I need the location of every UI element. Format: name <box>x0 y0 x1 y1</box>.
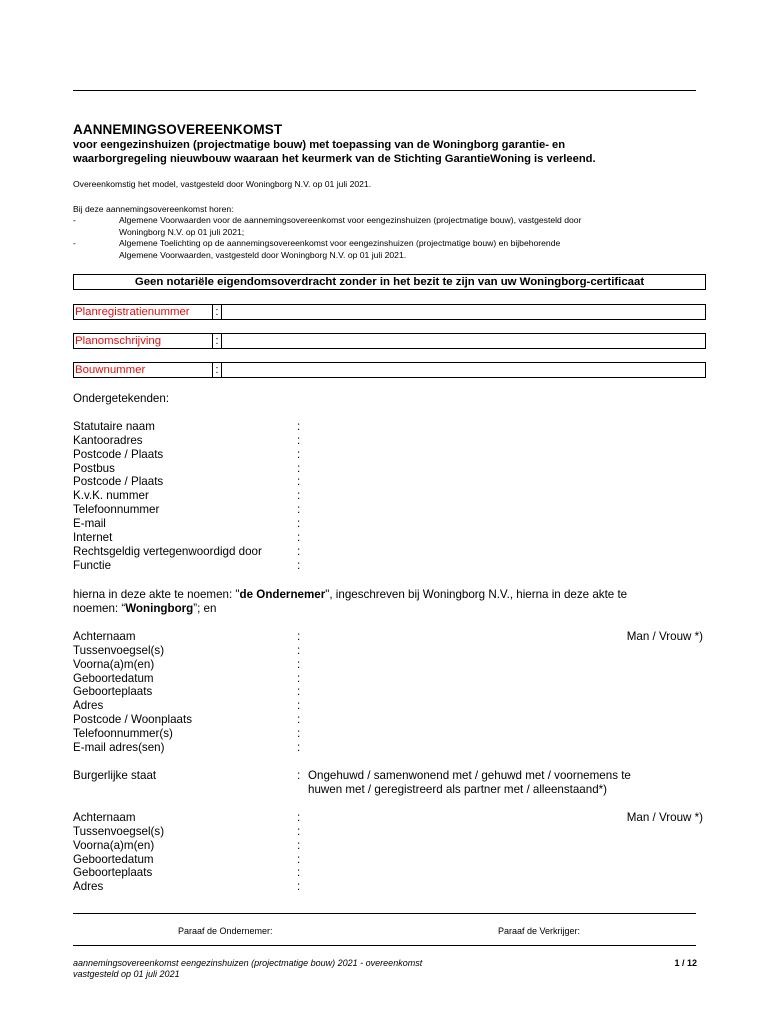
form-row[interactable] <box>73 811 703 825</box>
form-row[interactable] <box>73 462 703 476</box>
woningborg-term: Woningborg <box>125 602 194 615</box>
model-text: Overeenkomstig het model, vastgesteld door Woningborg N.V. op 01 juli 2021. <box>73 179 372 189</box>
field-colon: : <box>297 726 301 740</box>
footer-line: aannemingsovereenkomst eengezinshuizen (projectmatige bouw) 2021 - overeenkomst <box>73 958 423 968</box>
form-row[interactable] <box>73 685 703 699</box>
field-label: Tussenvoegsel(s) <box>73 824 165 838</box>
field-separator: : <box>212 334 222 348</box>
form-row[interactable] <box>73 672 703 686</box>
form-row[interactable] <box>73 713 703 727</box>
field-separator: : <box>212 363 222 377</box>
field-label: Tussenvoegsel(s) <box>73 643 165 657</box>
dash: - <box>73 238 76 248</box>
document-subtitle <box>73 138 703 166</box>
form-row[interactable] <box>73 658 703 672</box>
field-label: Voorna(a)m(en) <box>73 838 155 852</box>
field-label: Functie <box>73 558 112 572</box>
form-row[interactable] <box>73 644 703 658</box>
field-colon: : <box>297 420 301 433</box>
field-colon: : <box>297 824 301 838</box>
field-label: Geboorteplaats <box>73 866 153 880</box>
civil-status-options[interactable]: Ongehuwd / samenwonend met / gehuwd met / voornemens te huwen met / geregistreerd als partner met / alleenstaand*) <box>308 769 631 796</box>
field-label: Bouwnummer <box>75 364 146 376</box>
appendix-line: Woningborg N.V. op 01 juli 2021; <box>119 226 245 237</box>
field-label: Geboortedatum <box>73 852 154 866</box>
field-label: Rechtsgeldig vertegenwoordigd door <box>73 544 262 558</box>
form-row[interactable] <box>73 420 703 434</box>
form-row[interactable] <box>73 503 703 517</box>
form-row[interactable] <box>73 839 703 853</box>
field-colon: : <box>297 769 301 782</box>
paraaf-top-rule <box>73 913 696 914</box>
field-colon: : <box>297 558 301 572</box>
plan-registration-field[interactable] <box>73 304 706 320</box>
undersigned-heading: Ondergetekenden: <box>73 392 170 405</box>
field-label: Achternaam <box>73 630 136 643</box>
field-label: Geboorteplaats <box>73 685 153 699</box>
field-label: Internet <box>73 530 113 544</box>
field-label: Voorna(a)m(en) <box>73 657 155 671</box>
field-colon: : <box>297 852 301 866</box>
field-colon: : <box>297 516 301 530</box>
field-label: Geboortedatum <box>73 671 154 685</box>
paraaf-ondernemer: Paraaf de Ondernemer: <box>178 926 273 936</box>
field-colon: : <box>297 447 301 461</box>
field-colon: : <box>297 671 301 685</box>
field-colon: : <box>297 475 301 489</box>
paraaf-bottom-rule <box>73 945 696 946</box>
form-row[interactable] <box>73 853 703 867</box>
field-label: Planregistratienummer <box>75 306 190 318</box>
footer-line: vastgesteld op 01 juli 2021 <box>73 969 180 979</box>
form-row[interactable] <box>73 559 703 573</box>
field-colon: : <box>297 811 301 824</box>
field-label: Postcode / Plaats <box>73 475 164 489</box>
appendix-line: Algemene Voorwaarden, vastgesteld door Woningborg N.V. op 01 juli 2021. <box>119 249 407 260</box>
form-row[interactable] <box>73 545 703 559</box>
field-label: E-mail <box>73 516 106 530</box>
paraaf-verkrijger: Paraaf de Verkrijger: <box>498 926 581 936</box>
field-colon: : <box>297 657 301 671</box>
hereafter-paragraph: hierna in deze akte te noemen: "de Ondernemer", ingeschreven bij Woningborg N.V., hierna in deze akte te noemen: “Woningborg”; en <box>73 588 628 615</box>
ondernemer-term: de Ondernemer <box>239 588 326 601</box>
form-row[interactable] <box>73 630 703 644</box>
form-row[interactable] <box>73 825 703 839</box>
header-rule <box>73 90 696 91</box>
form-row[interactable] <box>73 517 703 531</box>
field-colon: : <box>297 685 301 699</box>
certificate-banner: Geen notariële eigendomsoverdracht zonder in het bezit te zijn van uw Woningborg-certificaat <box>73 274 706 290</box>
field-colon: : <box>297 433 301 447</box>
field-label: Kantooradres <box>73 433 143 447</box>
field-label: Planomschrijving <box>75 335 162 347</box>
form-row[interactable] <box>73 866 703 880</box>
gender-choice[interactable]: Man / Vrouw *) <box>626 811 703 824</box>
field-label: Adres <box>73 699 104 713</box>
field-colon: : <box>297 838 301 852</box>
plan-description-field[interactable] <box>73 333 706 349</box>
field-label: Postcode / Plaats <box>73 447 164 461</box>
form-row[interactable] <box>73 880 703 894</box>
subtitle-line-2: waarborgregeling nieuwbouw waaraan het keurmerk van de Stichting GarantieWoning is verleend. <box>73 153 596 165</box>
field-label: Postbus <box>73 461 115 475</box>
form-row[interactable] <box>73 489 703 503</box>
document-title: AANNEMINGSOVEREENKOMST <box>73 122 283 137</box>
field-label: K.v.K. nummer <box>73 489 149 503</box>
field-label: Telefoonnummer <box>73 503 160 517</box>
form-row[interactable] <box>73 699 703 713</box>
field-colon: : <box>297 699 301 713</box>
field-colon: : <box>297 866 301 880</box>
field-label: Burgerlijke staat <box>73 769 157 782</box>
dash: - <box>73 215 76 225</box>
field-colon: : <box>297 544 301 558</box>
footer-text <box>73 958 422 980</box>
field-colon: : <box>297 530 301 544</box>
field-separator: : <box>212 305 222 319</box>
subtitle-line-1: voor eengezinshuizen (projectmatige bouw) met toepassing van de Woningborg garantie- en <box>73 139 566 151</box>
field-label: E-mail adres(sen) <box>73 740 165 754</box>
field-colon: : <box>297 880 301 894</box>
form-row[interactable] <box>73 727 703 741</box>
form-row[interactable] <box>73 448 703 462</box>
intro-text: Bij deze aannemingsovereenkomst horen: <box>73 204 234 214</box>
field-colon: : <box>297 630 301 643</box>
field-colon: : <box>297 461 301 475</box>
field-label: Postcode / Woonplaats <box>73 713 193 727</box>
field-colon: : <box>297 643 301 657</box>
appendix-line: Algemene Toelichting op de aannemingsovereenkomst voor eengezinshuizen (projectmatige bouw) en bijbehorende <box>119 238 561 248</box>
field-label: Adres <box>73 880 104 894</box>
field-label: Statutaire naam <box>73 420 155 433</box>
field-colon: : <box>297 740 301 754</box>
appendix-line: Algemene Voorwaarden voor de aannemingsovereenkomst voor eengezinshuizen (projectmatige bouw), vastgesteld door <box>119 215 582 225</box>
build-number-field[interactable] <box>73 362 706 378</box>
page-number: 1 / 12 <box>674 958 697 968</box>
form-row[interactable] <box>73 434 703 448</box>
field-colon: : <box>297 489 301 503</box>
gender-choice[interactable]: Man / Vrouw *) <box>626 630 703 643</box>
form-row[interactable] <box>73 475 703 489</box>
field-label: Achternaam <box>73 811 136 824</box>
field-colon: : <box>297 503 301 517</box>
form-row[interactable] <box>73 741 703 755</box>
field-label: Telefoonnummer(s) <box>73 726 173 740</box>
field-colon: : <box>297 713 301 727</box>
form-row[interactable] <box>73 531 703 545</box>
